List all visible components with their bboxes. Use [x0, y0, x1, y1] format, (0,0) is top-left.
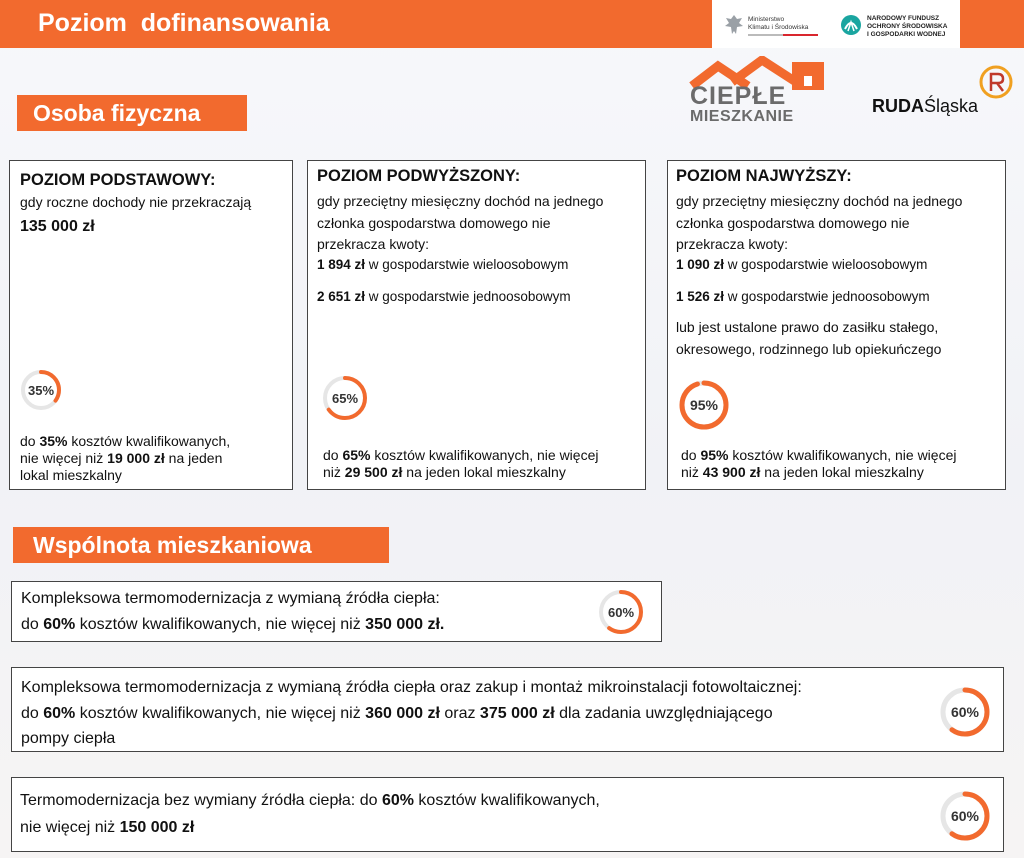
percent-label: 35% [27, 383, 55, 398]
percent-ring [18, 367, 64, 413]
income-threshold-single: 2 651 zł w gospodarstwie jednoosobowym [317, 289, 571, 304]
percent-label: 60% [950, 808, 980, 824]
percent-label: 60% [607, 605, 635, 620]
percent-ring [937, 684, 993, 740]
option-text: Kompleksowa termomodernizacja z wymianą źródła ciepła oraz zakup i montaż mikroinstalacji fotowoltaicznej: [21, 679, 802, 696]
city-logo-text: RUDAŚląska [872, 96, 979, 116]
income-threshold-multi: 1 894 zł w gospodarstwie wieloosobowym [317, 257, 569, 272]
level-heading: POZIOM PODWYŻSZONY: [317, 167, 521, 185]
level-heading: POZIOM PODSTAWOWY: [20, 171, 216, 189]
benefit-condition: lub jest ustalone prawo do zasiłku stałego, okresowego, rodzinnego lub opiekuńczego [676, 319, 942, 357]
percent-label: 60% [950, 704, 980, 720]
eagle-emblem-icon [724, 13, 744, 37]
level-highest-card [667, 160, 1006, 490]
level-footer: do 95% kosztów kwalifikowanych, nie więcej niż 43 900 zł na jeden lokal mieszkalny [681, 447, 957, 480]
income-threshold-multi: 1 090 zł w gospodarstwie wieloosobowym [676, 257, 928, 272]
level-footer: do 35% kosztów kwalifikowanych, nie więcej niż 19 000 zł na jeden lokal mieszkalny [20, 433, 231, 483]
community-option-1 [11, 581, 662, 642]
level-heading: POZIOM NAJWYŻSZY: [676, 167, 852, 185]
option-text: Kompleksowa termomodernizacja z wymianą źródła ciepła: [21, 590, 440, 607]
community-option-2 [11, 667, 1004, 752]
level-increased-card [307, 160, 646, 490]
level-description: gdy przeciętny miesięczny dochód na jednego członka gospodarstwa domowego nie przekracza kwoty: [676, 193, 963, 252]
percent-ring [937, 788, 993, 844]
option-text: Termomodernizacja bez wymiany źródła ciepła: do 60% kosztów kwalifikowanych, [20, 792, 600, 809]
city-emblem-icon [978, 64, 1014, 100]
percent-ring [596, 587, 646, 637]
level-basic-card [9, 160, 293, 490]
option-text: nie więcej niż 150 000 zł [20, 819, 195, 836]
section-tab-community: Wspólnota mieszkaniowa [13, 527, 389, 563]
partner-logos [712, 0, 960, 48]
level-footer: do 65% kosztów kwalifikowanych, nie więcej niż 29 500 zł na jeden lokal mieszkalny [323, 447, 599, 480]
percent-label: 95% [689, 397, 719, 413]
percent-label: 65% [331, 391, 359, 406]
fund-logo-text: NARODOWY FUNDUSZ OCHRONY ŚRODOWISKA I GOSPODARKI WODNEJ [867, 15, 948, 38]
option-text: pompy ciepła [21, 730, 116, 747]
program-name-line2: MIESZKANIE [690, 108, 794, 125]
page-title: Poziom dofinansowania [38, 9, 330, 37]
option-text: do 60% kosztów kwalifikowanych, nie więcej niż 350 000 zł. [21, 616, 445, 633]
program-name-line1: CIEPŁE [690, 82, 787, 110]
income-threshold-single: 1 526 zł w gospodarstwie jednoosobowym [676, 289, 930, 304]
percent-ring [676, 377, 732, 433]
level-description: gdy przeciętny miesięczny dochód na jednego członka gospodarstwa domowego nie przekracza kwoty: [317, 193, 604, 252]
section-tab-person: Osoba fizyczna [17, 95, 247, 131]
level-description: gdy roczne dochody nie przekraczają [20, 194, 252, 210]
option-text: do 60% kosztów kwalifikowanych, nie więcej niż 360 000 zł oraz 375 000 zł dla zadania uwzględniającego [21, 705, 773, 722]
percent-ring [320, 373, 370, 423]
ministry-logo-text: Ministerstwo Klimatu i Środowiska [748, 16, 818, 36]
program-logo [688, 56, 830, 126]
community-option-3 [11, 777, 1004, 852]
fund-leaf-icon [840, 14, 862, 36]
income-threshold: 135 000 zł [20, 218, 95, 235]
